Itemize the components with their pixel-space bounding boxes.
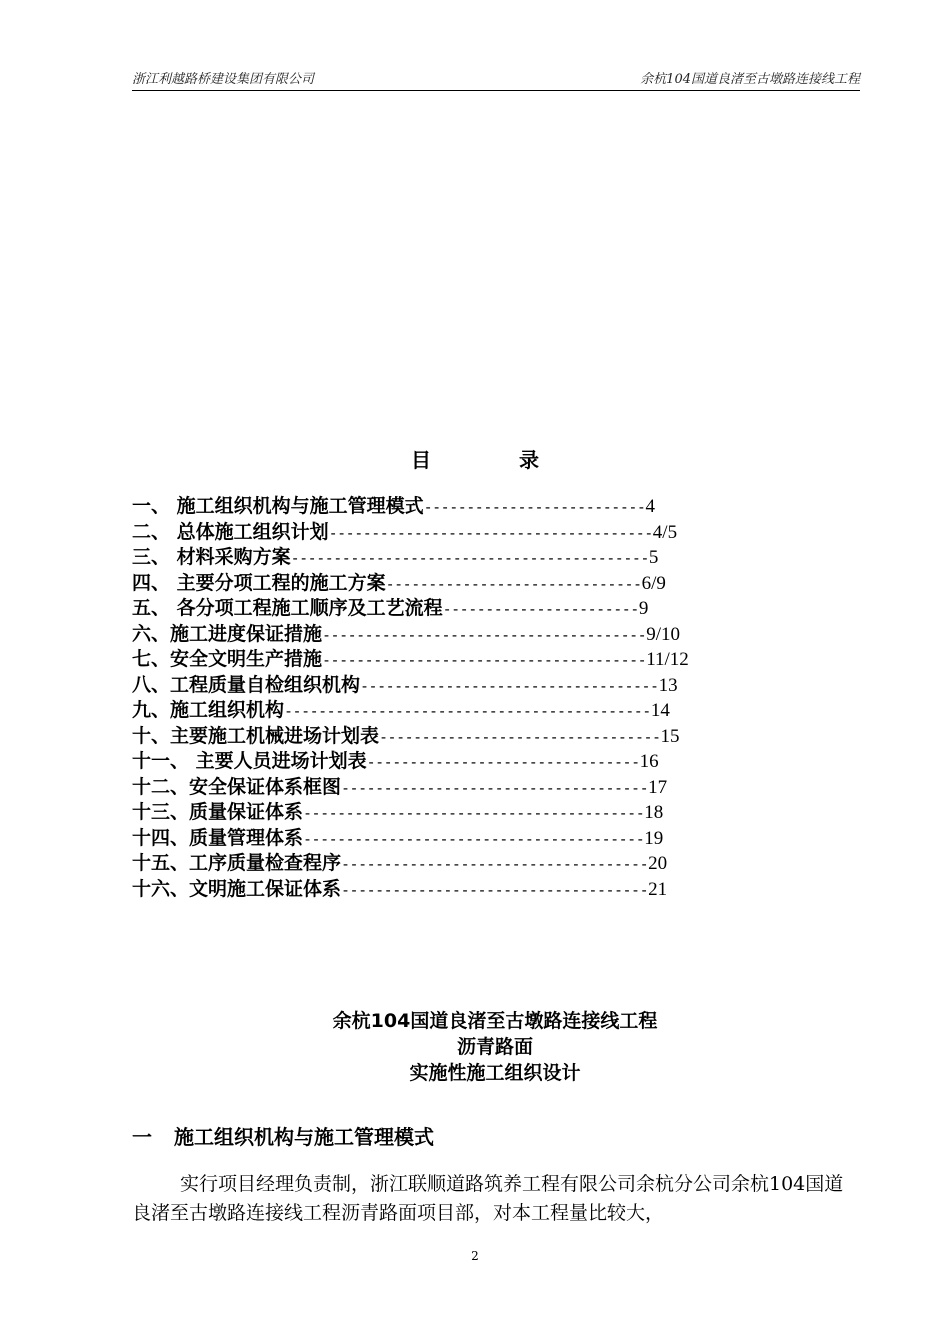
toc-entry-page: 5 bbox=[648, 547, 659, 568]
header-project: 余杭104国道良渚至古墩路连接线工程 bbox=[640, 72, 860, 87]
toc-entry-leader: -------------------------- bbox=[423, 498, 646, 516]
doc-title-line2: 沥青路面 bbox=[456, 1036, 533, 1058]
toc-entry-leader: -------------------------------------- bbox=[322, 625, 647, 644]
toc-entry-label: 十四、质量管理体系 bbox=[132, 826, 304, 849]
toc-entry bbox=[132, 494, 792, 520]
toc-entry-label: 三、 材料采购方案 bbox=[132, 546, 291, 568]
toc-entry bbox=[132, 596, 792, 622]
toc-entry bbox=[132, 724, 792, 750]
doc-title-line1: 余杭104国道良渚至古墩路连接线工程 bbox=[332, 1010, 658, 1032]
toc-entry-page: 9/10 bbox=[646, 623, 680, 645]
toc-entry-label: 六、施工进度保证措施 bbox=[132, 622, 323, 645]
toc-entry-page: 19 bbox=[644, 827, 664, 849]
toc-entry-page: 18 bbox=[644, 802, 664, 823]
toc-entry-label: 五、 各分项工程施工顺序及工艺流程 bbox=[132, 597, 443, 619]
toc-entry-label: 十、主要施工机械进场计划表 bbox=[132, 724, 380, 747]
toc-entry-leader: ------------------------------ bbox=[385, 574, 642, 593]
toc-entry bbox=[132, 698, 792, 724]
toc-title-left: 目 bbox=[411, 448, 431, 472]
toc-entry-page: 15 bbox=[660, 725, 680, 747]
toc-entry bbox=[132, 673, 792, 699]
toc-entry bbox=[132, 571, 792, 597]
toc-entry-label: 八、工程质量自检组织机构 bbox=[132, 673, 361, 696]
toc-entry-leader: ------------------------------------ bbox=[341, 855, 649, 873]
toc-entry-label: 十六、文明施工保证体系 bbox=[132, 877, 342, 900]
toc-entry-page: 4 bbox=[645, 496, 655, 517]
toc-entry-label: 二、 总体施工组织计划 bbox=[132, 520, 329, 543]
toc-entry-leader: -------------------------------------- bbox=[322, 651, 647, 669]
toc-entry bbox=[132, 800, 792, 826]
doc-title-line3: 实施性施工组织设计 bbox=[409, 1062, 581, 1084]
toc-entry-page: 21 bbox=[648, 878, 668, 900]
toc-entry-label: 十五、工序质量检查程序 bbox=[132, 852, 342, 874]
toc-entry bbox=[132, 647, 792, 673]
toc-entry-leader: ----------------------- bbox=[442, 600, 639, 618]
toc-entry-leader: -------------------------------------- bbox=[328, 523, 653, 542]
toc-entry-leader: ------------------------------------------- bbox=[284, 702, 651, 720]
page-header bbox=[132, 62, 860, 91]
section-paragraph: 实行项目经理负责制，浙江联顺道路筑养工程有限公司余杭分公司余杭104国道良渚至古墩路连接线工程沥青路面项目部，对本工程量比较大， bbox=[132, 1173, 844, 1224]
toc-entry-leader: ---------------------------------------- bbox=[303, 804, 645, 822]
toc-entry bbox=[132, 622, 792, 648]
header-company: 浙江利越路桥建设集团有限公司 bbox=[132, 72, 315, 87]
toc-entry-label: 四、 主要分项工程的施工方案 bbox=[132, 571, 386, 594]
toc-title bbox=[0, 444, 950, 473]
toc-entry-page: 6/9 bbox=[641, 572, 666, 594]
toc-entry-page: 16 bbox=[639, 751, 659, 772]
toc-entry bbox=[132, 545, 792, 571]
toc-entry bbox=[132, 775, 792, 801]
toc-entry-leader: --------------------------------- bbox=[379, 727, 661, 746]
toc-entry-leader: ------------------------------------------ bbox=[290, 549, 649, 567]
toc-entry-page: 13 bbox=[658, 674, 678, 696]
toc-entry-label: 一、 施工组织机构与施工管理模式 bbox=[132, 495, 424, 517]
toc-entry-label: 十一、 主要人员进场计划表 bbox=[132, 750, 367, 772]
toc-entry-label: 十二、安全保证体系框图 bbox=[132, 775, 342, 798]
toc-entry-page: 4/5 bbox=[652, 521, 678, 543]
toc-entry-leader: ----------------------------------- bbox=[360, 676, 659, 695]
toc-entry bbox=[132, 520, 792, 546]
toc-entry-page: 9 bbox=[638, 598, 649, 619]
toc-entry-leader: -------------------------------- bbox=[366, 753, 640, 771]
toc-entry-leader: ------------------------------------ bbox=[341, 778, 649, 797]
toc-entry-page: 17 bbox=[648, 776, 668, 798]
page-number: 2 bbox=[471, 1249, 479, 1263]
toc-entry-page: 11/12 bbox=[646, 649, 689, 670]
toc-entry bbox=[132, 749, 792, 775]
section-number: 一 bbox=[132, 1125, 152, 1149]
toc-title-right: 录 bbox=[519, 448, 539, 472]
section-heading-text: 施工组织机构与施工管理模式 bbox=[174, 1125, 434, 1149]
section-heading bbox=[132, 1121, 434, 1150]
toc-entry-leader: ---------------------------------------- bbox=[303, 829, 645, 848]
toc-entry-label: 九、施工组织机构 bbox=[132, 699, 285, 721]
toc-entry-label: 七、安全文明生产措施 bbox=[132, 648, 323, 670]
toc-entry-page: 14 bbox=[650, 700, 670, 721]
toc-entry-leader: ------------------------------------ bbox=[341, 880, 649, 899]
document-title bbox=[0, 1008, 950, 1086]
toc-entry bbox=[132, 877, 792, 903]
table-of-contents bbox=[132, 494, 792, 902]
toc-entry-label: 十三、质量保证体系 bbox=[132, 801, 304, 823]
toc-entry bbox=[132, 851, 792, 877]
toc-entry-page: 20 bbox=[648, 853, 668, 874]
toc-entry bbox=[132, 826, 792, 852]
